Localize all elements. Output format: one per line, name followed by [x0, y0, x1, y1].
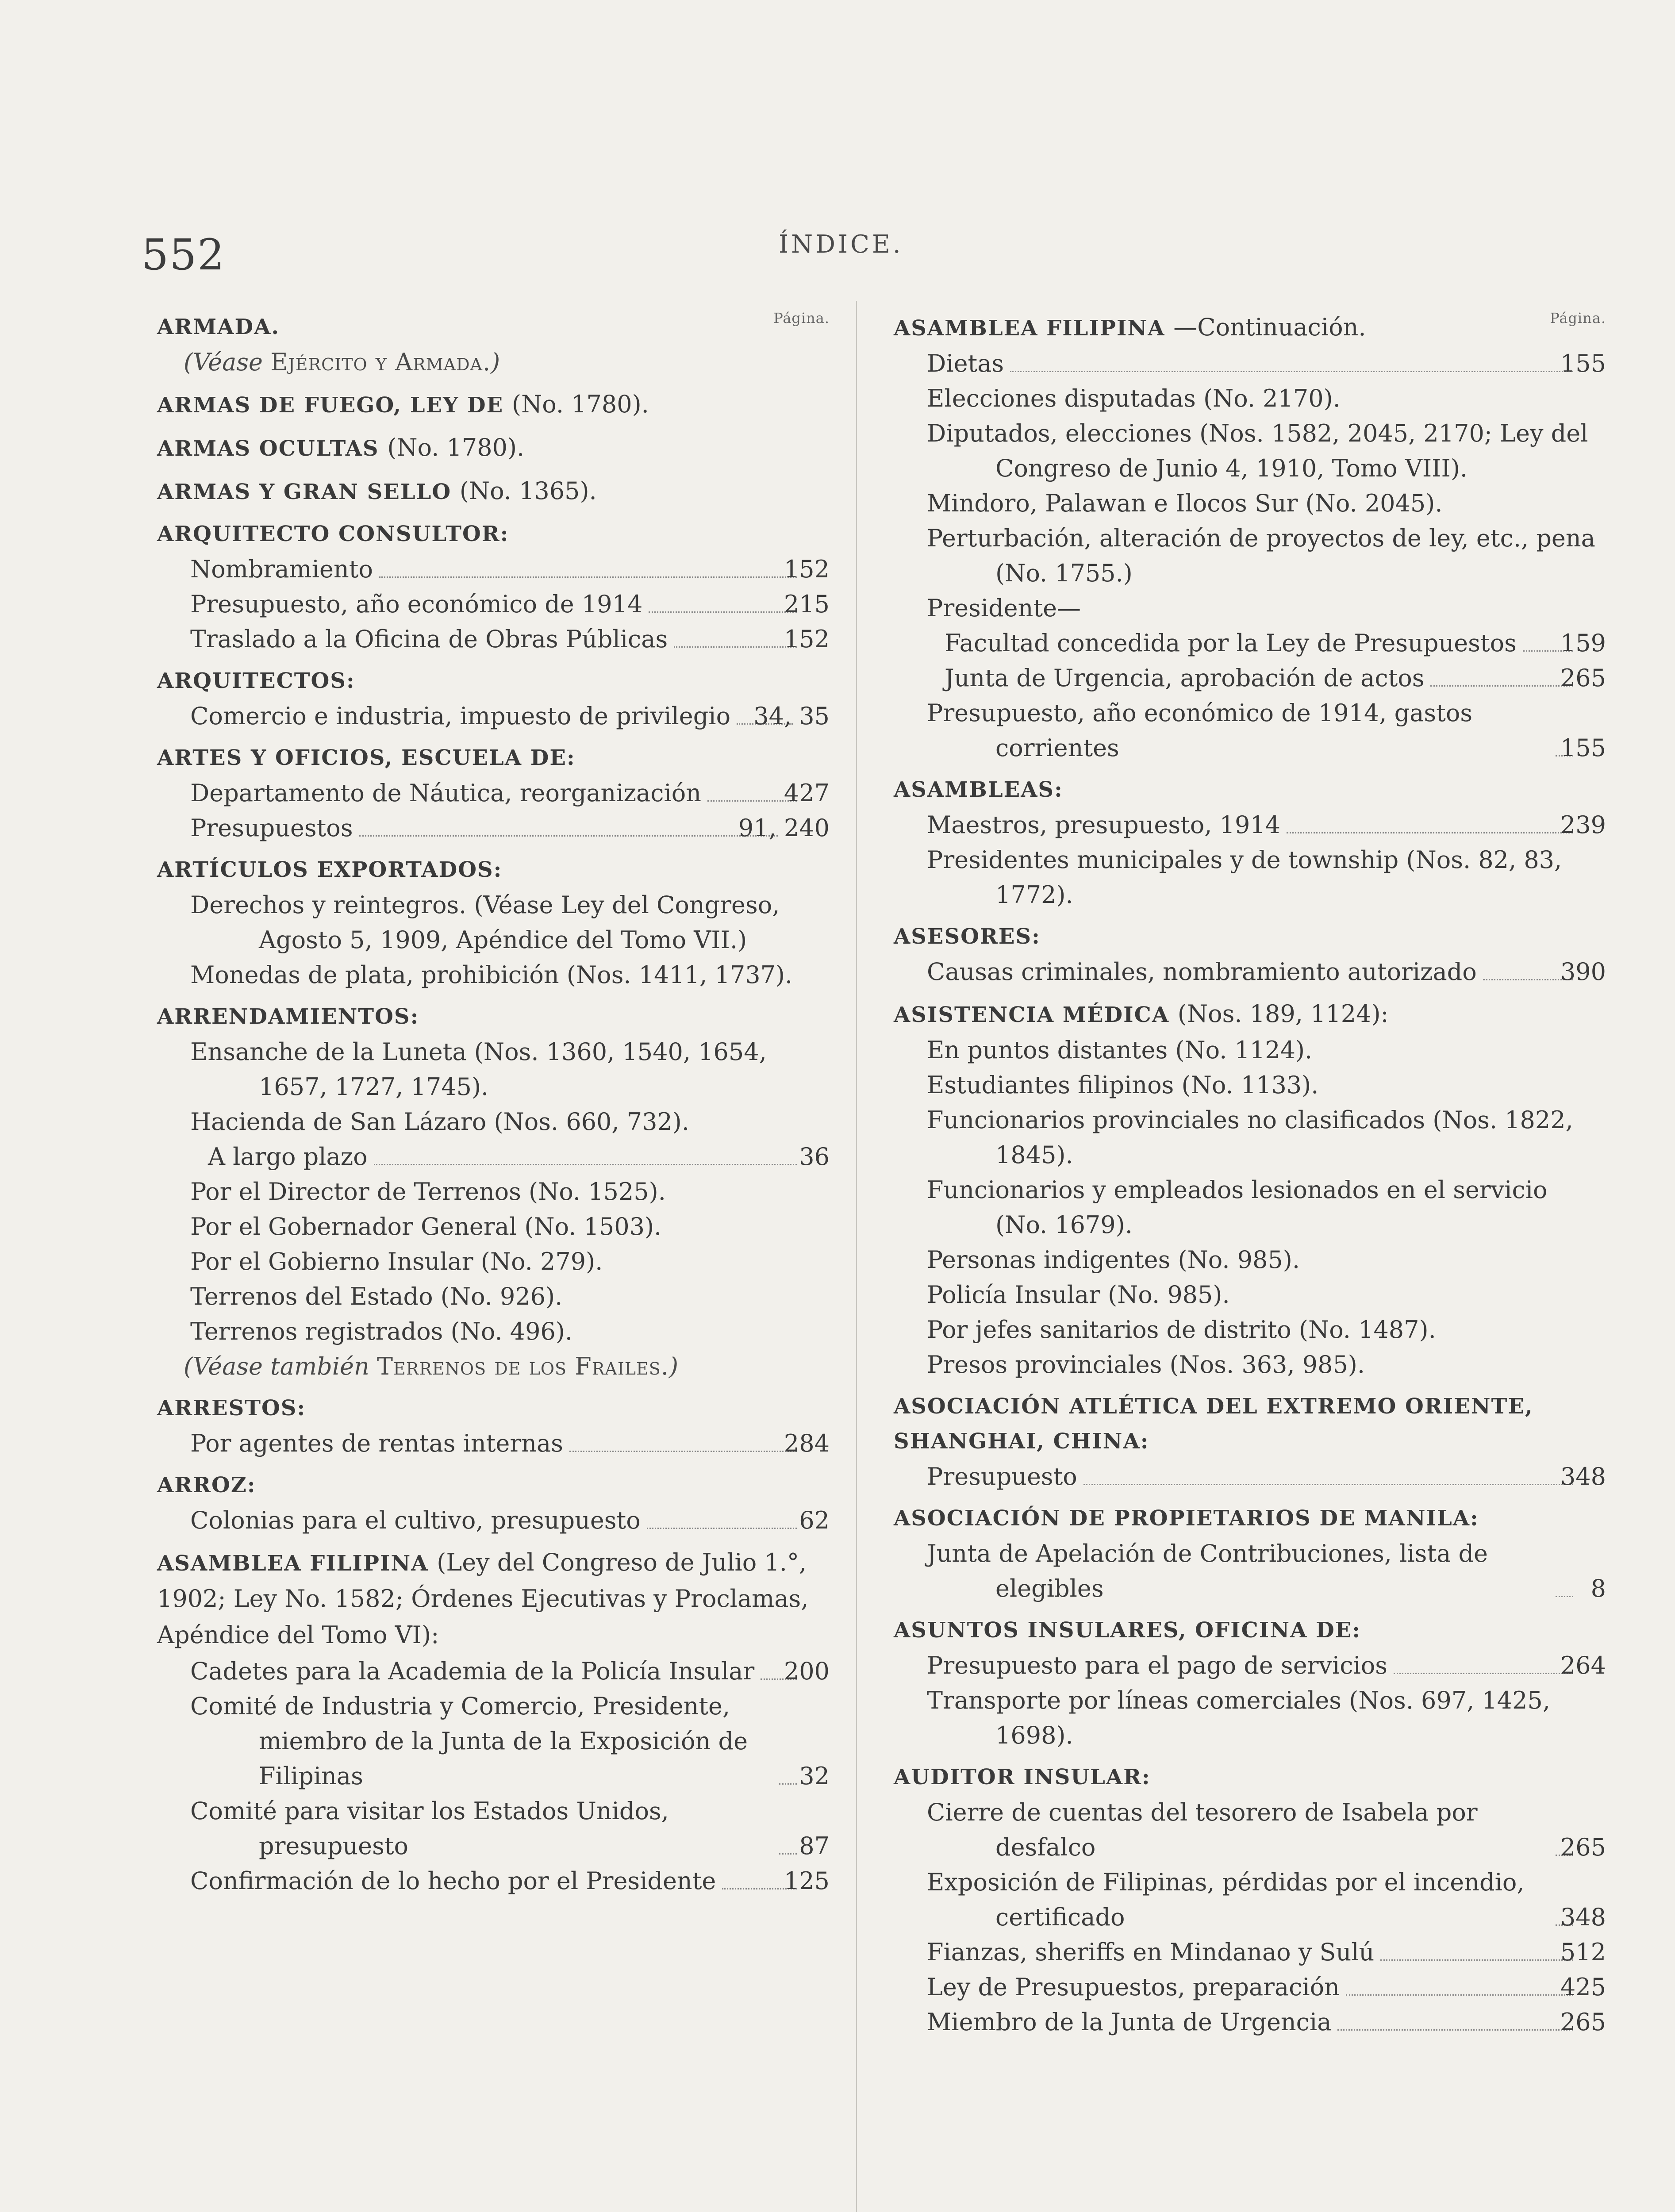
index-heading [894, 919, 1606, 954]
entry-page-number: 265 [1560, 664, 1606, 692]
dot-leader [779, 1783, 797, 1785]
index-entry [157, 1863, 830, 1898]
entry-text: Comité de Industria y Comercio, Presidente, miembro de la Junta de la Exposición de Filipinas [190, 1692, 748, 1790]
index-entry [157, 1689, 830, 1793]
entry-text: Facultad concedida por la Ley de Presupuestos [945, 629, 1517, 657]
index-heading [157, 853, 830, 887]
index-entry [157, 1104, 830, 1139]
note-italic: Véase [193, 348, 263, 376]
index-entry [894, 1312, 1606, 1347]
dot-leader [1010, 371, 1573, 372]
index-entry [894, 661, 1606, 695]
entry-page-number: 284 [784, 1429, 830, 1457]
entry-page-number: 239 [1560, 811, 1606, 839]
entry-text: Cierre de cuentas del tesorero de Isabela por desfalco [927, 1798, 1478, 1861]
heading-term: ARROZ: [157, 1473, 256, 1498]
index-heading [157, 517, 830, 552]
index-entry [894, 954, 1606, 989]
entry-text: Presidente— [927, 594, 1081, 622]
index-entry [894, 1970, 1606, 2005]
index-entry [894, 416, 1606, 486]
index-heading [157, 310, 830, 345]
index-entry [157, 1426, 830, 1461]
index-entry [157, 957, 830, 992]
entry-text: Confirmación de lo hecho por el Presidente [190, 1867, 716, 1895]
note-prefix: ( [184, 348, 193, 376]
dot-leader [569, 1451, 797, 1452]
index-entry [157, 622, 830, 657]
index-entry [894, 807, 1606, 842]
entry-text: Por el Gobierno Insular (No. 279). [190, 1248, 603, 1275]
entry-text: Causas criminales, nombramiento autorizado [927, 958, 1477, 986]
index-entry [894, 1536, 1606, 1606]
index-heading [894, 1389, 1606, 1459]
index-entry [894, 626, 1606, 661]
pagina-label-right: Página. [1550, 310, 1606, 326]
entry-text: Elecciones disputadas (No. 2170). [927, 384, 1341, 412]
entry-page-number: 125 [784, 1867, 830, 1895]
dot-leader [1380, 1959, 1573, 1961]
entry-text: Colonias para el cultivo, presupuesto [190, 1506, 641, 1534]
running-head: ÍNDICE. [779, 230, 903, 259]
entry-text: Mindoro, Palawan e Ilocos Sur (No. 2045). [927, 489, 1443, 517]
entry-text: Transporte por líneas comerciales (Nos. 697, 1425, 1698). [927, 1686, 1551, 1749]
heading-term: ARRENDAMIENTOS: [157, 1004, 419, 1029]
index-entry [894, 486, 1606, 521]
entry-page-number: 215 [784, 590, 830, 618]
dot-leader [649, 611, 797, 613]
index-entry [157, 887, 830, 957]
entry-page-number: 512 [1560, 1938, 1606, 1966]
heading-term: ARQUITECTOS: [157, 668, 355, 693]
entry-text: Fianzas, sheriffs en Mindanao y Sulú [927, 1938, 1375, 1966]
entry-page-number: 390 [1560, 958, 1606, 986]
dot-leader [707, 800, 797, 802]
index-entry [894, 381, 1606, 416]
index-heading [157, 1391, 830, 1426]
entry-page-number: 36 [799, 1143, 830, 1171]
heading-term: ARQUITECTO CONSULTOR: [157, 522, 509, 546]
entry-page-number: 8 [1590, 1575, 1606, 1602]
entry-page-number: 159 [1560, 629, 1606, 657]
heading-term: AUDITOR INSULAR: [894, 1765, 1151, 1790]
entry-text: Por el Director de Terrenos (No. 1525). [190, 1178, 666, 1206]
note-suffix: ) [668, 1352, 679, 1380]
entry-text: Derechos y reintegros. (Véase Ley del Congreso, Agosto 5, 1909, Apéndice del Tomo VII.) [190, 891, 780, 954]
note-reference: Terrenos de los Frailes. [376, 1352, 669, 1380]
entry-text: Departamento de Náutica, reorganización [190, 779, 702, 807]
pagina-label-left: Página. [773, 310, 830, 326]
index-heading [157, 387, 830, 423]
heading-term: ARTÍCULOS EXPORTADOS: [157, 857, 503, 882]
index-entry [894, 1172, 1606, 1242]
index-entry [894, 1347, 1606, 1382]
index-entry [894, 1277, 1606, 1312]
index-entry [894, 1459, 1606, 1494]
entry-text: Presos provinciales (Nos. 363, 985). [927, 1351, 1365, 1379]
entry-page-number: 62 [799, 1506, 830, 1534]
entry-text: Miembro de la Junta de Urgencia [927, 2008, 1332, 2036]
entry-text: Cadetes para la Academia de la Policía Insular [190, 1657, 755, 1685]
note-reference: Ejército y Armada. [270, 348, 491, 376]
entry-page-number: 32 [799, 1762, 830, 1790]
entry-text: Presupuestos [190, 814, 353, 842]
index-heading [157, 473, 830, 510]
left-column [157, 310, 830, 1898]
heading-term: ARMAS DE FUEGO, LEY DE [157, 393, 504, 418]
dot-leader [1346, 1994, 1573, 1996]
heading-extra: (No. 1780). [511, 390, 649, 418]
entry-page-number: 87 [799, 1832, 830, 1860]
heading-term: ASOCIACIÓN DE PROPIETARIOS DE MANILA: [894, 1506, 1479, 1531]
index-entry [894, 1033, 1606, 1068]
index-entry [894, 1102, 1606, 1172]
index-entry [894, 1935, 1606, 1970]
entry-text: Funcionarios y empleados lesionados en el servicio (No. 1679). [927, 1176, 1548, 1239]
entry-text: Exposición de Filipinas, pérdidas por el incendio, certificado [927, 1868, 1525, 1931]
entry-page-number: 155 [1560, 734, 1606, 762]
entry-text: Por jefes sanitarios de distrito (No. 1487). [927, 1316, 1436, 1344]
heading-extra: (Nos. 189, 1124): [1177, 1000, 1389, 1028]
entry-page-number: 34, 35 [753, 702, 830, 730]
dot-leader [1394, 1673, 1573, 1674]
index-entry [157, 587, 830, 622]
dot-leader [1337, 2029, 1573, 2031]
dot-leader [1556, 1596, 1573, 1597]
entry-text: Presupuesto para el pago de servicios [927, 1651, 1388, 1679]
index-entry [894, 1242, 1606, 1277]
cross-reference-note [157, 1349, 830, 1384]
entry-text: Junta de Apelación de Contribuciones, lista de elegibles [927, 1540, 1488, 1602]
entry-page-number: 155 [1560, 349, 1606, 377]
entry-page-number: 152 [784, 625, 830, 653]
dot-leader [674, 646, 797, 648]
index-heading [894, 1501, 1606, 1536]
entry-page-number: 427 [784, 779, 830, 807]
heading-term: ASAMBLEA FILIPINA [157, 1551, 429, 1576]
index-heading [894, 310, 1606, 346]
index-entry [894, 1068, 1606, 1102]
heading-term: ASUNTOS INSULARES, OFICINA DE: [894, 1618, 1361, 1643]
heading-term: ASISTENCIA MÉDICA [894, 1002, 1170, 1027]
dot-leader [1287, 832, 1573, 833]
heading-term: ASESORES: [894, 924, 1041, 949]
entry-text: Policía Insular (No. 985). [927, 1281, 1230, 1309]
entry-page-number: 348 [1560, 1463, 1606, 1490]
note-prefix: ( [184, 1352, 193, 1380]
index-entry [157, 1503, 830, 1538]
index-entry [157, 1209, 830, 1244]
index-heading [894, 772, 1606, 807]
entry-text: Comercio e industria, impuesto de privilegio [190, 702, 731, 730]
heading-term: ASOCIACIÓN ATLÉTICA DEL EXTREMO ORIENTE, SHANGHAI, CHINA: [894, 1394, 1533, 1454]
heading-extra: (No. 1365). [459, 477, 597, 505]
index-heading [894, 996, 1606, 1033]
entry-text: Comité para visitar los Estados Unidos, presupuesto [190, 1797, 669, 1860]
entry-page-number: 91, 240 [738, 814, 830, 842]
entry-text: Diputados, elecciones (Nos. 1582, 2045, 2170; Ley del Congreso de Junio 4, 1910, Tomo VIII). [927, 419, 1588, 482]
page-number: 552 [142, 230, 226, 280]
heading-extra: —Continuación. [1173, 313, 1366, 341]
index-entry [157, 1174, 830, 1209]
index-entry [157, 1654, 830, 1689]
heading-term: ASAMBLEA FILIPINA [894, 316, 1165, 341]
heading-term: ASAMBLEAS: [894, 777, 1063, 802]
entry-page-number: 200 [784, 1657, 830, 1685]
entry-text: Ley de Presupuestos, preparación [927, 1973, 1340, 2001]
entry-text: Hacienda de San Lázaro (Nos. 660, 732). [190, 1108, 690, 1136]
entry-text: Presupuesto, año económico de 1914, gastos corrientes [927, 699, 1473, 762]
index-entry [157, 1314, 830, 1349]
entry-text: Ensanche de la Luneta (Nos. 1360, 1540, 1654, 1657, 1727, 1745). [190, 1038, 767, 1101]
dot-leader [1430, 685, 1573, 687]
dot-leader [779, 1853, 797, 1855]
heading-term: ARMAS OCULTAS [157, 436, 379, 461]
note-suffix: ) [491, 348, 500, 376]
index-entry [894, 1648, 1606, 1683]
heading-term: ARRESTOS: [157, 1396, 306, 1421]
cross-reference-note [157, 345, 830, 380]
entry-text: Presupuesto, año económico de 1914 [190, 590, 643, 618]
index-entry [157, 699, 830, 733]
note-italic: Véase también [193, 1352, 369, 1380]
column-divider [856, 301, 857, 2212]
index-entry [894, 2005, 1606, 2039]
index-entry [894, 346, 1606, 381]
index-entry [894, 695, 1606, 765]
heading-extra: (Ley del Congreso de Julio 1.°, 1902; Ley No. 1582; Órdenes Ejecutivas y Proclamas, Apéndice del Tomo VI): [157, 1548, 809, 1649]
entry-text: A largo plazo [208, 1143, 368, 1171]
right-column [894, 310, 1606, 2039]
index-entry [157, 1244, 830, 1279]
index-entry [157, 1793, 830, 1863]
heading-term: ARMAS Y GRAN SELLO [157, 480, 452, 504]
index-heading [157, 1545, 830, 1654]
index-entry [157, 810, 830, 845]
entry-text: Terrenos registrados (No. 496). [190, 1317, 573, 1345]
entry-text: Junta de Urgencia, aprobación de actos [945, 664, 1425, 692]
index-heading [157, 999, 830, 1034]
index-heading [157, 741, 830, 776]
index-heading [157, 664, 830, 699]
index-heading [894, 1760, 1606, 1795]
index-heading [157, 1468, 830, 1503]
dot-leader [379, 576, 797, 578]
heading-term: ARTES Y OFICIOS, ESCUELA DE: [157, 745, 576, 770]
dot-leader [1483, 979, 1573, 980]
entry-page-number: 264 [1560, 1651, 1606, 1679]
entry-page-number: 265 [1560, 1833, 1606, 1861]
index-entry [894, 842, 1606, 912]
index-entry [157, 1279, 830, 1314]
entry-text: Presidentes municipales y de township (Nos. 82, 83, 1772). [927, 846, 1562, 909]
index-entry [894, 1865, 1606, 1935]
index-entry [894, 591, 1606, 626]
index-entry [157, 1139, 830, 1174]
entry-page-number: 152 [784, 555, 830, 583]
index-entry [894, 521, 1606, 591]
entry-page-number: 425 [1560, 1973, 1606, 2001]
index-entry [157, 1034, 830, 1104]
index-entry [157, 776, 830, 810]
entry-text: Maestros, presupuesto, 1914 [927, 811, 1281, 839]
dot-leader [359, 835, 778, 837]
dot-leader [374, 1164, 797, 1165]
entry-page-number: 348 [1560, 1903, 1606, 1931]
entry-page-number: 265 [1560, 2008, 1606, 2036]
entry-text: Terrenos del Estado (No. 926). [190, 1283, 563, 1310]
entry-text: Monedas de plata, prohibición (Nos. 1411, 1737). [190, 961, 793, 989]
entry-text: Por el Gobernador General (No. 1503). [190, 1213, 662, 1240]
index-heading [157, 430, 830, 466]
entry-text: Funcionarios provinciales no clasificados (Nos. 1822, 1845). [927, 1106, 1573, 1169]
entry-text: En puntos distantes (No. 1124). [927, 1036, 1313, 1064]
dot-leader [647, 1528, 797, 1529]
dot-leader [1083, 1484, 1573, 1485]
heading-extra: (No. 1780). [387, 434, 525, 461]
heading-term: ARMADA. [157, 315, 280, 339]
entry-text: Traslado a la Oficina de Obras Públicas [190, 625, 668, 653]
entry-text: Estudiantes filipinos (No. 1133). [927, 1071, 1319, 1099]
entry-text: Dietas [927, 349, 1004, 377]
entry-text: Perturbación, alteración de proyectos de ley, etc., pena (No. 1755.) [927, 524, 1595, 587]
entry-text: Por agentes de rentas internas [190, 1429, 563, 1457]
entry-text: Nombramiento [190, 555, 373, 583]
index-heading [894, 1613, 1606, 1648]
entry-text: Presupuesto [927, 1463, 1077, 1490]
entry-text: Personas indigentes (No. 985). [927, 1246, 1300, 1274]
index-entry [894, 1795, 1606, 1865]
index-entry [894, 1683, 1606, 1753]
index-entry [157, 552, 830, 587]
